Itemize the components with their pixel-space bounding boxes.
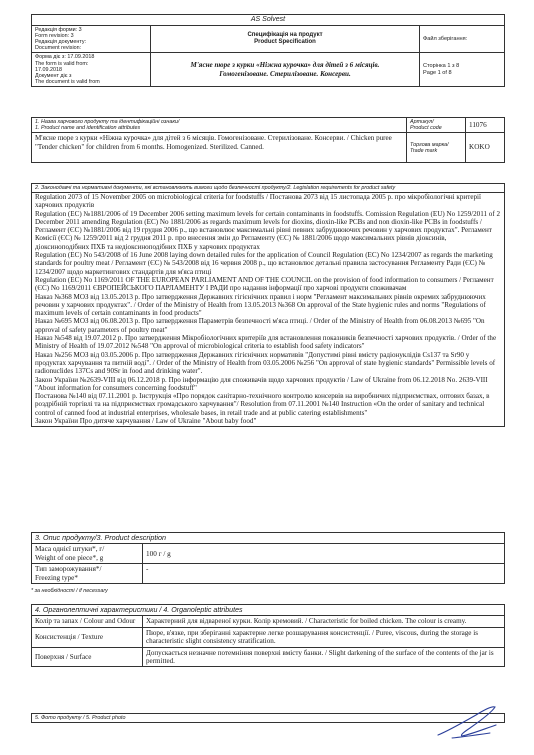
legislation-list (32, 193, 505, 427)
valid-from-line: The document is valid from (35, 78, 100, 85)
weight-label-ua: Маса однієї штуки*, г/ (35, 545, 105, 554)
form-revision-cell (32, 26, 151, 53)
legislation-item: Regulation (EC) No 1169/2011 OF THE EUROPEAN PARLIAMENT AND OF THE COUNCIL on the provision of food information to consumers / Регламент (ЄС) No 1169/2011 ЄВРОПЕЙСЬКОГО ПАРЛАМЕНТУ І РАДИ про надання інформації про харчові продукти споживачам (35, 275, 494, 293)
freezing-label-ua: Тип заморожування*/ (35, 565, 102, 574)
page-number-cell (420, 53, 505, 86)
legislation-item: Закон України Про дитяче харчування / Law of Ukraine "About baby food" (35, 417, 257, 426)
surface-label: Поверхня / Surface (32, 647, 143, 667)
signature-icon (432, 701, 502, 743)
form-revision-line: Document revision: (35, 45, 82, 52)
product-title-line: М'ясне пюре з курки «Ніжна курочка» для дітей з 6 місяців. (190, 61, 380, 70)
article-value: 11076 (466, 118, 505, 133)
legislation-item: Regulation 2073 of 15 November 2005 on microbiological criteria for foodstuffs / Постанова 2073 від 15 листопада 2005 р. про мікробіологічні критерії харчових продуктів (35, 193, 481, 210)
trademark-label-en: Trade mark (410, 147, 438, 154)
article-label-ua: Артикул/ (410, 119, 434, 125)
spec-title-cell (151, 26, 420, 53)
weight-label (32, 544, 143, 564)
texture-label: Консистенція / Texture (32, 627, 143, 647)
spec-title-en: Product Specification (254, 39, 316, 46)
valid-from-cell (32, 53, 151, 86)
surface-value: Допускається незначне потемніння поверхні вмісту банки. / Slight darkening of the surface of the contents of the jar is permitted. (143, 647, 505, 667)
company-name: AS Solvest (32, 15, 505, 26)
trademark-value: KOKO (466, 133, 505, 163)
section-product-name (31, 117, 505, 163)
section-organoleptic (31, 604, 505, 667)
valid-from-line: Документ діє з (35, 72, 72, 79)
section5-heading: 5. Фото продукту / 5. Product photo (32, 714, 505, 723)
product-title-line: Гомогенізоване. Стерилізоване. Консерви. (219, 69, 351, 78)
texture-value: Пюре, в'язке, при зберіганні характерне легке розшарування консистенції. / Puree, viscous, during the storage is characteristic slight consistency stratification. (143, 627, 505, 647)
freezing-label-en: Freezing type* (35, 573, 78, 582)
trademark-label-ua: Торгова марка/ (410, 141, 449, 148)
spec-title-ua: Специфікація на продукт (247, 32, 323, 39)
weight-label-en: Weight of one piece*, g (35, 553, 104, 562)
form-revision-line: Form revision: 3 (35, 33, 74, 40)
section4-heading: 4. Органолептичні характеристики / 4. Organoleptic attributes (32, 605, 505, 616)
freezing-value: - (143, 564, 505, 584)
product-title-cell (151, 53, 420, 86)
valid-from-line: Форма діє з: 17.09.2018 (35, 54, 95, 61)
table-row (32, 627, 505, 647)
legislation-item: Постанова №140 від 07.11.2001 р. Інструкція «Про порядок санітарно-технічного контролю консервів на виробничих підприємствах, оптових базах, в роздрібній торгівлі та на підприємствах громадського харчування"/ Resolution from 07.11.2001 №140 Instruction «On the order of sanitary and technical control of canned food at industrial enterprises, wholesale bases, in retail trade and at public catering establishments" (35, 392, 490, 417)
section-product-description (31, 532, 505, 584)
form-revision-line: Редакція документу: (35, 39, 87, 46)
legislation-item: Наказ №695 МОЗ від 06.08.2013 р. Про затвердження Параметрів безпечності м'яса птиці. / Order of the Ministry of Health from 06.08.2013 №695 "On approval of safety parameters of poultry meat" (35, 317, 485, 334)
table-row (32, 647, 505, 667)
section1-heading-ua: 1. Назва харчового продукту та ідентифікаційні ознаки/ (35, 119, 180, 125)
footnote: * за необхідності / if necessary (31, 588, 108, 594)
valid-from-line: The form is valid from: (35, 60, 89, 67)
header-table (31, 14, 505, 87)
legislation-item: Наказ №548 від 19.07.2012 р. Про затвердження Мікробіологічних критеріїв для встановлення показників безпечності харчових продуктів. / Order of the Ministry of Health of 19.07.2012 №548 "On approval of microbiological criteria to establish food safety indicators" (35, 334, 497, 351)
colour-odour-label: Колір та запах / Colour and Odour (32, 616, 143, 627)
article-label (407, 118, 466, 133)
legislation-item: Наказ №368 МОЗ від 13.05.2013 р. Про затвердження Державних гігієнічних правил і норм "Регламент максимальних рівнів окремих забруднюючих речовин у харчових продуктах". / Order of the Ministry of Health from 13.05.2013 №368 On approval of the State hygienic rules and norms "Regulations of maximum levels of certain contaminants in food products" (35, 292, 486, 318)
section2-heading: 2. Законодавчі та нормативні документи, які встановлюють вимоги щодо безпечності продукту/2. Legislation requirements for product safety (32, 184, 505, 193)
section3-heading: 3. Опис продукту/3. Product description (32, 533, 505, 544)
legislation-item: Закон України №2639-VIII від 06.12.2018 р. Про інформацію для споживачів щодо харчових продуктів / Law of Ukraine from 06.12.2018 No. 2639-VIII "About information for consumers concerning foodstuff" (35, 375, 488, 392)
weight-value: 100 г / g (143, 544, 505, 564)
trademark-label (407, 133, 466, 163)
table-row (32, 544, 505, 564)
page-number-ua: Сторінка 1 з 8 (423, 62, 460, 69)
legislation-item: Наказ №256 МОЗ від 03.05.2006 р. Про затвердження Державних гігієнічних нормативів "Допустимі рівні вмісту радіонуклідів Cs137 та Sr90 у продуктах харчування та питній воді". / Order of the Ministry of Health from 03.05.2006 №256 "On approval of state hygienic standards" Permissible levels of radionuclides 137Cs and 90Sr in food and drinking water". (35, 350, 496, 376)
colour-odour-value: Характерний для відвареної курки. Колір кремовий. / Characteristic for boiled chicken. The colour is creamy. (143, 616, 505, 627)
freezing-label (32, 564, 143, 584)
section-legislation (31, 183, 505, 427)
legislation-item: Regulation (EC) No 543/2008 of 16 June 2008 laying down detailed rules for the application of Council Regulation (EC) No 1234/2007 as regards the marketing standards for poultry meat / Регламент (ЄС) № 543/2008 від 16 червня 2008 р., що встановлює детальні правила застосування Регламенту Ради (ЄС) № 1234/2007 щодо маркетингових стандартів для м'яса птиці (35, 251, 493, 276)
product-name-text: М'ясне пюре з курки «Ніжна курочка» для дітей з 6 місяців. Гомогенізоване. Стерилізоване. Консерви. / Chicken puree "Tender chicken" for children from 6 months. Homogenized. Sterilized. Canned. (32, 133, 407, 163)
form-revision-line: Редакція форми: 3 (35, 27, 82, 34)
article-label-en: Product code (410, 125, 442, 131)
section1-heading-en: 1. Product name and identification attributes (35, 125, 141, 131)
table-row (32, 564, 505, 584)
legislation-item: Regulation (EC) №1881/2006 of 19 December 2006 setting maximum levels for certain contaminants in foodstuffs. Comission Regulation (EU) No 1259/2011 of 2 December 2011 amending Regulation (EC) No 1881/2006 as regards maximum levels for dioxins, dioxin-like PCBs and non dioxin-like PCBs in foodstuffs / Регламент (ЄС) №1881/2006 від 19 грудня 2006 р., що встановлює максимальні рівні певних забруднюючих речовин у харчових продуктах". Регламент Комісії (ЄС) № 1259/2011 від 2 грудня 2011 р. про внесення змін до Регламенту (ЄС) № 1881/2006 щодо максимальних рівнів діоксинів, діоксиноподібних ПХБ та недіоксиноподібних ПХБ у харчових продуктах (35, 209, 501, 251)
table-row (32, 616, 505, 627)
file-label: Файл зберігання: (420, 26, 505, 53)
section1-heading (32, 118, 407, 133)
valid-from-line: 17.09.2018 (35, 66, 62, 73)
page-number-en: Page 1 of 8 (423, 69, 452, 76)
